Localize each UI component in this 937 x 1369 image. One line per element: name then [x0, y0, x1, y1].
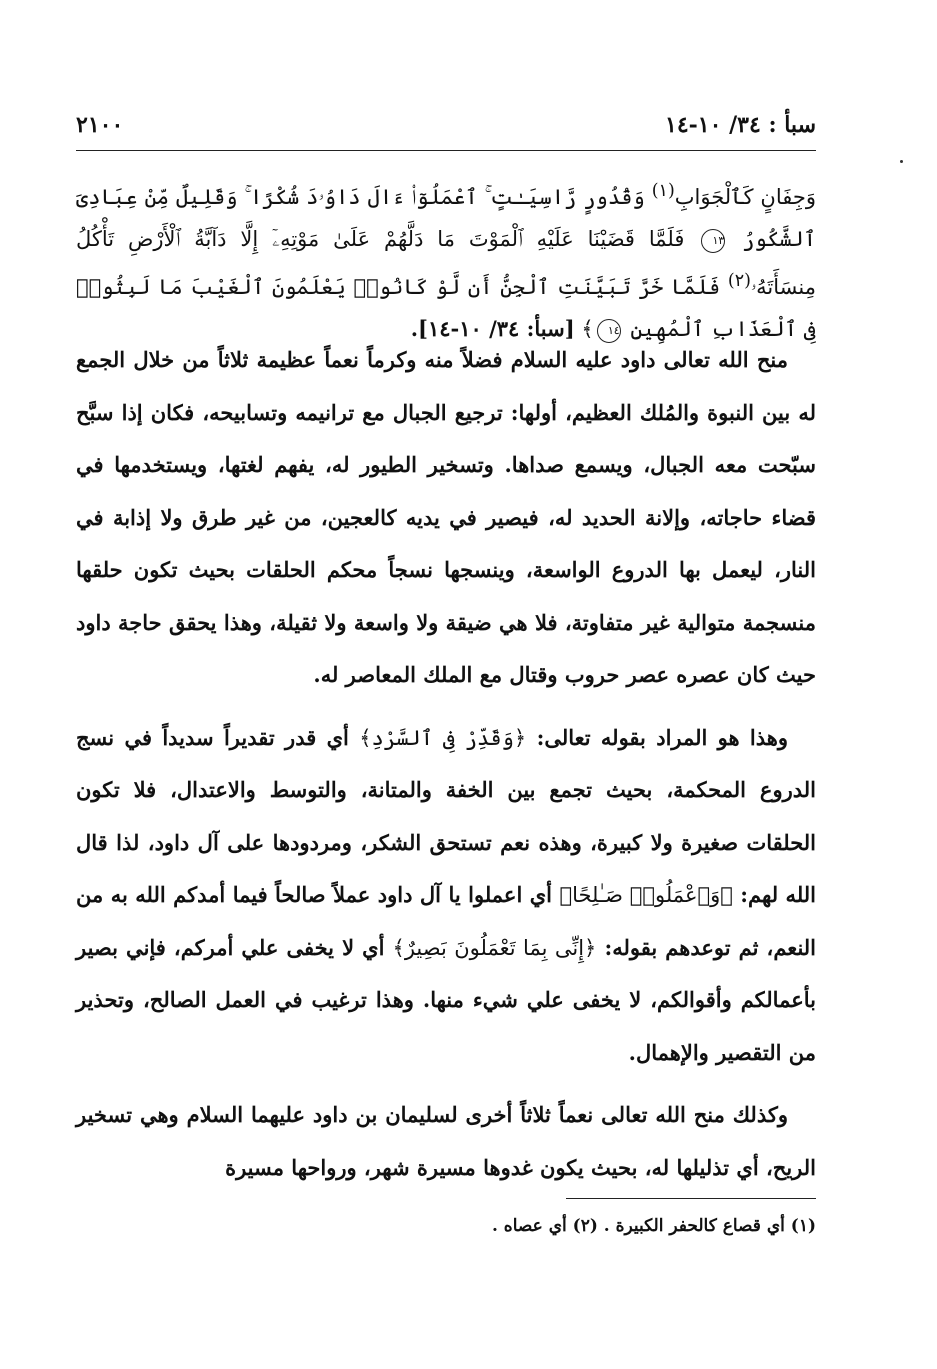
paragraph-2: [76, 712, 816, 1080]
footnote-marker-1: (١): [651, 181, 675, 201]
paragraph-3: وكذلك منح الله تعالى نعماً ثلاثاً أخرى لسليمان بن داود عليهما السلام وهي تسخير الريح، أي تذليلها له، بحيث يكون غدوها مسيرة شهر، ورواحها مسيرة: [76, 1102, 816, 1180]
scan-speck: [900, 160, 903, 163]
commentary-body: [76, 334, 816, 1204]
inline-verse: ﴿وَقَدِّرْ فِى ٱلسَّرْدِ﴾: [359, 725, 527, 750]
aya-number-13: ١٣: [701, 229, 725, 253]
verse-citation: [سبأ: ٣٤/ ١٠-١٤].: [410, 316, 575, 341]
verse-close-bracket: ﴾: [581, 317, 594, 341]
page-header: [76, 112, 816, 148]
quran-verse-block: [76, 170, 816, 350]
paragraph-1: منح الله تعالى داود عليه السلام فضلاً منه وكرماً نعماً عظيمة ثلاثاً من خلال الجمع له بين النبوة والمُلك العظيم، أولها: ترجيع الجبال مع ترانيمه وتسابيحه، فكان إذا سبَّح سبّحت معه الجبال، ويسمع صداها. وتسخير الطيور له، يفهم لغتها، ويستخدمها في قضاء حاجاته، وإلانة الحديد له، فيصير في يديه كالعجين، من غير طرق ولا إذابة في النار، ليعمل بها الدروع الواسعة، وينسجها نسجاً محكم الحلقات بحيث تكون حلقها منسجمة متوالية غير متفاوتة، فلا هي ضيقة ولا واسعة ولا ثقيلة، وهذا يحقق حاجة داود حيث كان عصره عصر حروب وقتال مع الملك المعاصر له.: [76, 347, 816, 687]
inline-verse: ﴿إِنِّى بِمَا تَعْمَلُونَ بَصِيرٌ﴾: [392, 935, 597, 960]
footnotes: (١) أي قصاع كالحفر الكبيرة . (٢) أي عصاه .: [491, 1216, 816, 1236]
aya-number-14: ١٤: [597, 319, 621, 343]
paragraph-text: وهذا هو المراد بقوله تعالى:: [536, 724, 789, 750]
verse-text: فَلَمَّا قَضَيْنَا عَلَيْهِ ٱلْمَوْتَ مَا دَلَّهُمْ عَلَىٰ مَوْتِهِۦٓ إِلَّا دَآبَّةُ ٱلْأَرْضِ تَأْكُلُ مِنسَأَتَهُۥ: [76, 227, 816, 299]
verse-text: فَلَمَّا خَرَّ تَبَيَّنَتِ ٱلْجِنُّ أَن لَّوْ كَانُوا۟ يَعْلَمُونَ ٱلْغَيْبَ مَا لَبِثُوا۟ فِى ٱلْعَذَابِ ٱلْمُهِينِ: [76, 275, 816, 341]
surah-reference: سبأ : ٣٤/ ١٠-١٤: [665, 112, 816, 138]
header-divider: [76, 150, 816, 151]
paragraph-text: أي قدر تقديراً سديداً في نسج الدروع المحكمة، بحيث تجمع بين الخفة والمتانة، والتوسط والاعتدال، فلا تكون الحلقات صغيرة ولا كبيرة، وهذه نعم تستحق الشكر، ومردودها على آل داود، لذا قال الله لهم:: [76, 724, 817, 907]
footnote-divider: [566, 1198, 816, 1199]
paragraph-text: أي لا يخفى علي أمركم، فإني بصير بأعمالكم وأقوالكم، لا يخفى علي شيء منها. وهذا ترغيب في العمل الصالح، وتحذير من التقصير والإهمال.: [76, 934, 816, 1065]
footnote-marker-2: (٢): [727, 271, 751, 291]
inline-verse: ﴿وَٱعْمَلُوا۟ صَـٰلِحًا﴾: [559, 883, 733, 907]
verse-text: وَجِفَانٍ كَٱلْجَوَابِ: [674, 185, 816, 209]
verse-text: وَقُدُورٍ رَّاسِيَـٰتٍ ۚ ٱعْمَلُوٓا۟ ءَالَ دَاوُۥدَ شُكْرًا ۚ وَقَلِيلٌ مِّنْ عِبَادِىَ ٱلشَّكُورُ: [76, 185, 816, 251]
paragraph-text: أي اعملوا يا آل داود عملاً صالحاً فيما أمدكم الله به من النعم، ثم توعدهم بقوله:: [76, 882, 817, 960]
page-number: ٢١٠٠: [76, 112, 124, 138]
